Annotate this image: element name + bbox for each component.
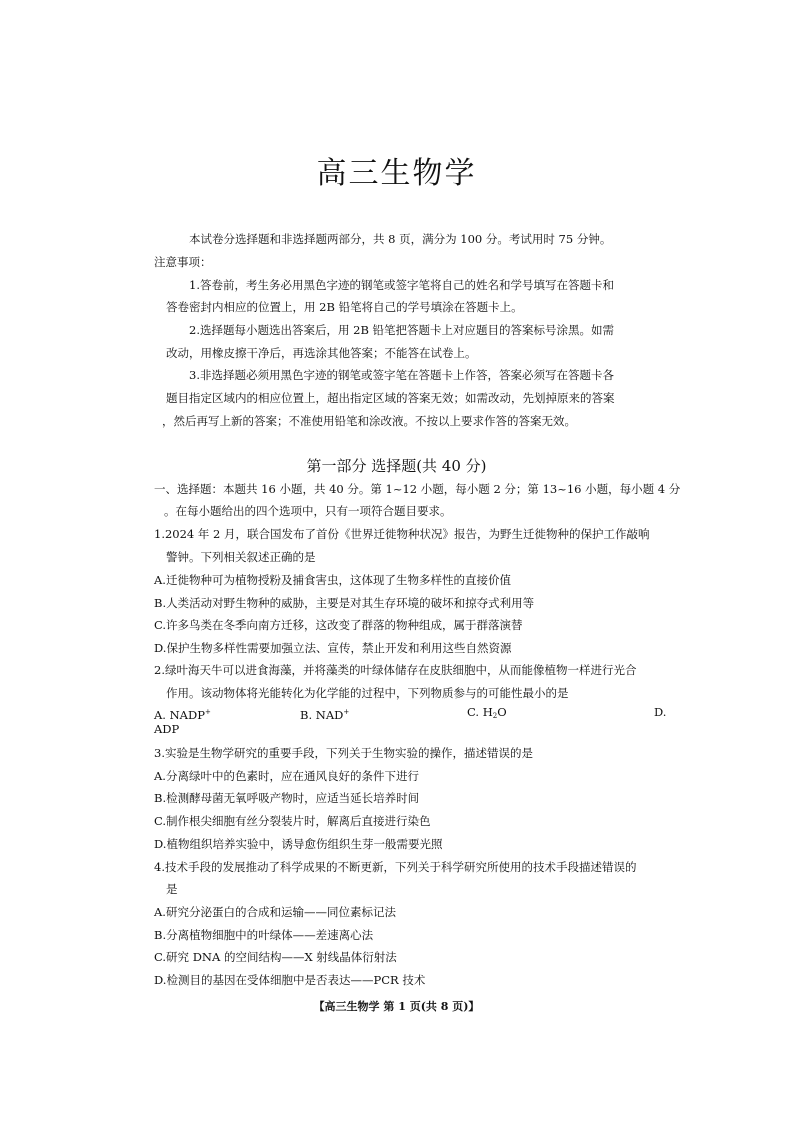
notice-3-line-1: 3.非选择题必须用黑色字迹的钢笔或签字笔在答题卡上作答，答案必须写在答题卡各: [189, 368, 614, 382]
q2-option-b-sup: +: [343, 708, 350, 716]
q2-option-c-tail: O: [497, 705, 507, 719]
notice-1-line-2: 答卷密封内相应的位置上，用 2B 铅笔将自己的学号填涂在答题卡上。: [166, 300, 523, 314]
q2-stem-line-1: 2.绿叶海天牛可以进食海藻，并将藻类的叶绿体储存在皮肤细胞中，从而能像植物一样进行光合: [154, 663, 637, 677]
q1-option-d: D.保护生物多样性需要加强立法、宣传，禁止开发和利用这些自然资源: [154, 641, 512, 655]
q1-option-b: B.人类活动对野生物种的威胁，主要是对其生存环境的破坏和掠夺式利用等: [154, 596, 535, 610]
q3-option-d: D.植物组织培养实验中，诱导愈伤组织生芽一般需要光照: [154, 837, 443, 851]
q4-stem-line-2: 是: [166, 882, 178, 896]
q1-stem-line-1: 1.2024 年 2 月，联合国发布了首份《世界迁徙物种状况》报告，为野生迁徙物种的保护工作敲响: [154, 527, 650, 541]
q4-option-d: D.检测目的基因在受体细胞中是否表达——PCR 技术: [154, 973, 426, 987]
notice-2-line-1: 2.选择题每小题选出答案后，用 2B 铅笔把答题卡上对应题目的答案标号涂黑。如需: [189, 323, 615, 337]
q1-option-c: C.许多鸟类在冬季向南方迁移，这改变了群落的物种组成，属于群落演替: [154, 618, 523, 632]
q1-option-a: A.迁徙物种可为植物授粉及捕食害虫，这体现了生物多样性的直接价值: [154, 573, 511, 587]
q4-option-a: A.研究分泌蛋白的合成和运输——同位素标记法: [154, 905, 396, 919]
q4-option-b: B.分离植物细胞中的叶绿体——差速离心法: [154, 928, 374, 942]
q4-option-c: C.研究 DNA 的空间结构——X 射线晶体衍射法: [154, 950, 397, 964]
notice-3-line-3: ，然后再写上新的答案；不准使用铅笔和涂改液。不按以上要求作答的答案无效。: [162, 414, 576, 428]
notice-1-line-1: 1.答卷前，考生务必用黑色字迹的钢笔或签字笔将自己的姓名和学号填写在答题卡和: [189, 278, 614, 292]
notice-3-line-2: 题目指定区域内的相应位置上，超出指定区域的答案无效；如需改动，先划掉原来的答案: [166, 391, 615, 405]
q1-stem-line-2: 警钟。下列相关叙述正确的是: [166, 550, 316, 564]
q4-stem-line-1: 4.技术手段的发展推动了科学成果的不断更新，下列关于科学研究所使用的技术手段描述错误的: [154, 860, 637, 874]
q2-option-c-text: C. H: [467, 705, 493, 719]
exam-summary: 本试卷分选择题和非选择题两部分，共 8 页，满分为 100 分。考试用时 75 分钟。: [189, 232, 612, 246]
q3-stem: 3.实验是生物学研究的重要手段，下列关于生物实验的操作，描述错误的是: [154, 746, 533, 760]
q2-option-c: [467, 704, 507, 724]
q2-option-a-sup: +: [204, 708, 211, 716]
q2-option-a-text: A. NADP: [154, 708, 205, 722]
q2-option-d-label: D.: [654, 705, 667, 719]
q2-option-b: [300, 704, 349, 723]
instructions-line-1: 一、选择题：本题共 16 小题，共 40 分。第 1~12 小题，每小题 2 分；第 13~16 小题，每小题 4 分: [154, 482, 681, 496]
q3-option-b: B.检测酵母菌无氧呼吸产物时，应适当延长培养时间: [154, 791, 420, 805]
q3-option-c: C.制作根尖细胞有丝分裂装片时，解离后直接进行染色: [154, 814, 431, 828]
page-footer: 【高三生物学 第 1 页(共 8 页)】: [313, 1000, 480, 1013]
instructions-line-2: 。在每小题给出的四个选项中，只有一项符合题目要求。: [164, 504, 452, 518]
q2-option-d-text: ADP: [154, 722, 180, 736]
q2-stem-line-2: 作用。该动物体将光能转化为化学能的过程中，下列物质参与的可能性最小的是: [166, 686, 569, 700]
q2-option-c-sub: 2: [492, 712, 498, 720]
q3-option-a: A.分离绿叶中的色素时，应在通风良好的条件下进行: [154, 769, 419, 783]
section-title: 第一部分 选择题(共 40 分): [306, 457, 487, 475]
page-title: 高三生物学: [316, 156, 477, 191]
notice-2-line-2: 改动，用橡皮擦干净后，再选涂其他答案；不能答在试卷上。: [166, 346, 477, 360]
notice-heading: 注意事项：: [154, 255, 212, 269]
q2-option-b-text: B. NAD: [300, 708, 344, 722]
